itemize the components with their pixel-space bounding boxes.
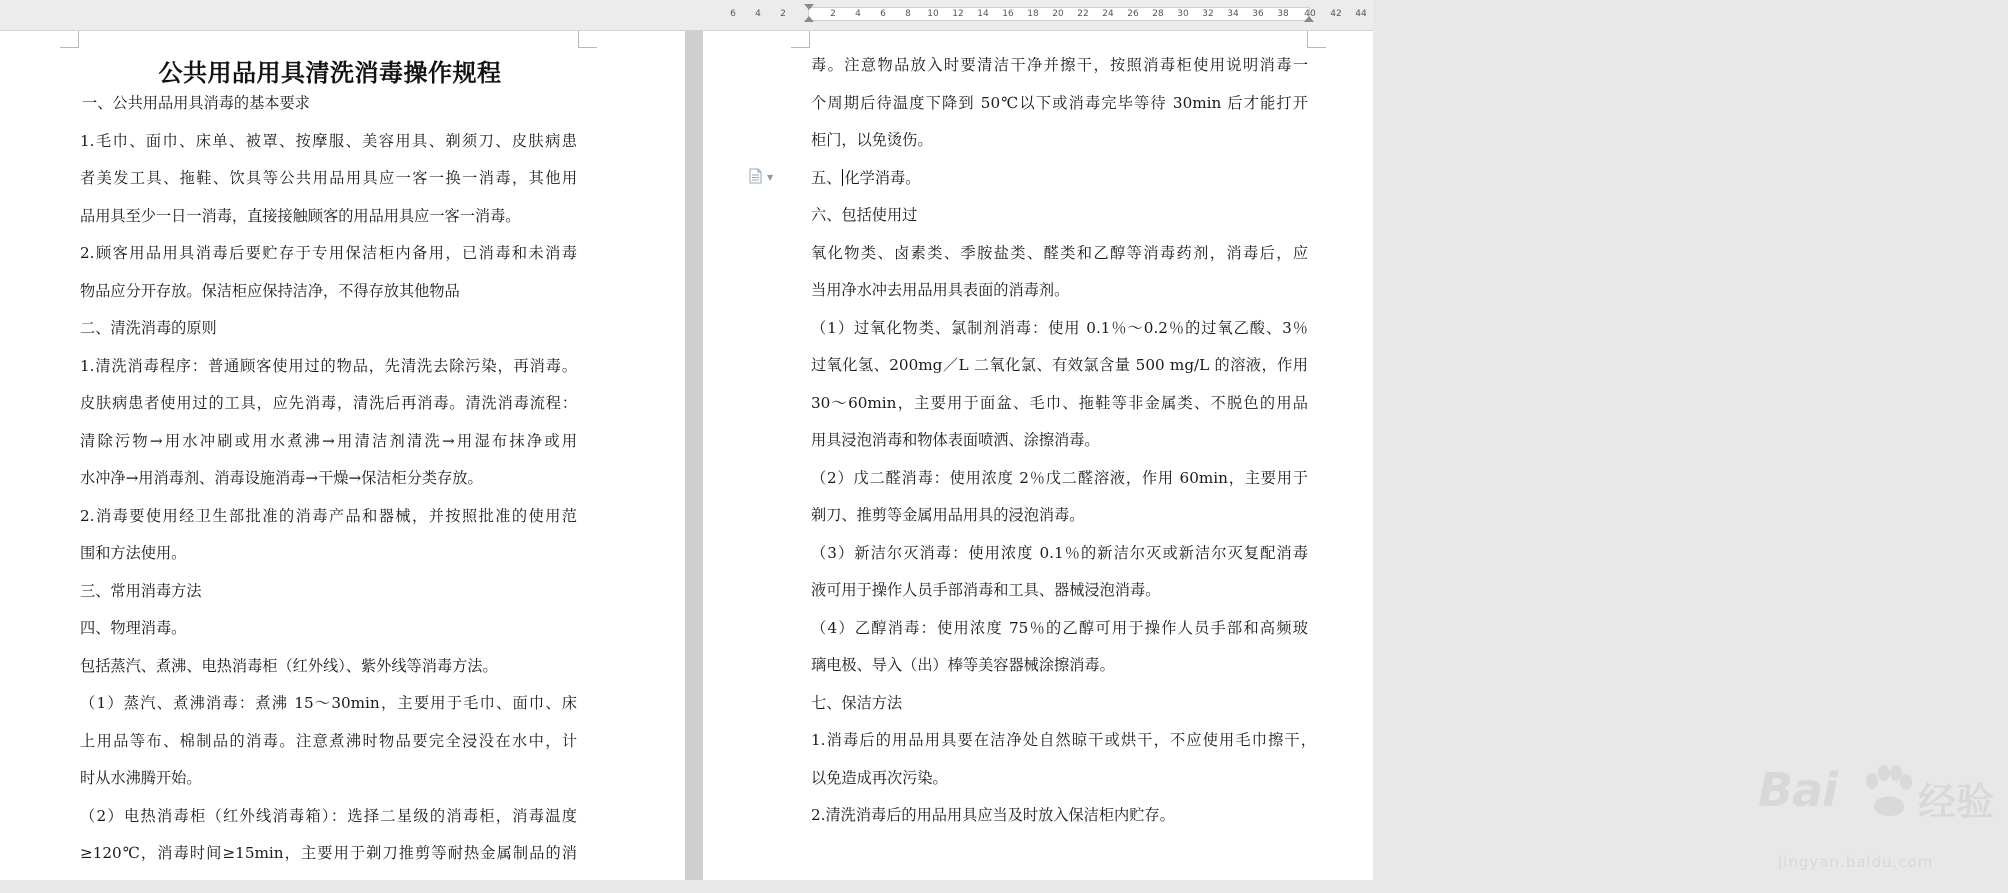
left-indent-marker[interactable]	[804, 16, 814, 22]
watermark-logo-text: Bai	[1758, 763, 1837, 817]
section-heading: 六、包括使用过	[811, 206, 918, 224]
paragraph-line: 品用具至少一日一消毒，直接接触顾客的用品用具应一客一消毒。	[80, 207, 521, 225]
paragraph-line: 璃电极、导入（出）棒等美容器械涂擦消毒。	[811, 656, 1115, 674]
paragraph-line: 2.清洗消毒后的用品用具应当及时放入保洁柜内贮存。	[811, 806, 1175, 824]
ruler-tick-label: 24	[1102, 9, 1114, 19]
ruler-tick-label: 14	[977, 9, 989, 19]
watermark-brand: 经验	[1918, 780, 1995, 824]
section-heading: 五、 化学消毒。	[811, 169, 921, 187]
paragraph-line: 围和方法使用。	[80, 544, 187, 562]
first-line-indent-marker[interactable]	[804, 4, 814, 10]
paragraph-line: 2.顾客用品用具消毒后要贮存于专用保洁柜内备用，已消毒和未消毒	[80, 244, 577, 262]
paragraph-line: 者美发工具、拖鞋、饮具等公共用品用具应一客一换一消毒，其他用	[80, 169, 577, 187]
paragraph-line: 水冲净→用消毒剂、消毒设施消毒→干燥→保洁柜分类存放。	[80, 469, 483, 487]
baidu-jingyan-watermark	[1758, 763, 2008, 893]
paragraph-line: 用具浸泡消毒和物体表面喷洒、涂擦消毒。	[811, 431, 1100, 449]
ruler-tick-label: 34	[1227, 9, 1239, 19]
ruler-tick-label: 16	[1002, 9, 1014, 19]
paragraph-line: （3）新洁尔灭消毒：使用浓度 0.1％的新洁尔灭或新洁尔灭复配消毒	[811, 544, 1308, 562]
ruler-tick-label: 44	[1355, 9, 1367, 19]
paragraph-line: 皮肤病患者使用过的工具，应先消毒，清洗后再消毒。清洗消毒流程：	[80, 394, 577, 412]
paragraph-line: （4）乙醇消毒：使用浓度 75％的乙醇可用于操作人员手部和高频玻	[811, 619, 1308, 637]
chevron-down-icon[interactable]: ▼	[767, 173, 774, 182]
paragraph-line: （1）蒸汽、煮沸消毒：煮沸 15～30min，主要用于毛巾、面巾、床	[80, 694, 577, 712]
paw-icon	[1862, 765, 1914, 821]
paragraph-line: （2）戊二醛消毒：使用浓度 2％戊二醛溶液，作用 60min，主要用于	[811, 469, 1308, 487]
paragraph-line: （1）过氧化物类、氯制剂消毒：使用 0.1％～0.2％的过氧乙酸、3％	[811, 319, 1308, 337]
margin-corner-top-right	[578, 31, 597, 48]
ruler-tick-label: 12	[952, 9, 964, 19]
ruler-tick-label: 36	[1252, 9, 1264, 19]
paragraph-line: 物品应分开存放。保洁柜应保持洁净，不得存放其他物品	[80, 282, 460, 300]
section-heading: 二、清洗消毒的原则	[80, 319, 217, 337]
document-page-left[interactable]	[0, 31, 685, 880]
ruler-tick-label: 30	[1177, 9, 1189, 19]
ruler-tick-label: 42	[1330, 9, 1342, 19]
document-page-right[interactable]	[703, 31, 1995, 880]
paragraph-line: 2.消毒要使用经卫生部批准的消毒产品和器械，并按照批准的使用范	[80, 507, 577, 525]
paragraph-line: 时从水沸腾开始。	[80, 769, 202, 787]
ruler-tick-label: 38	[1277, 9, 1289, 19]
paragraph-line: 清除污物→用水冲刷或用水煮沸→用清洁剂清洗→用湿布抹净或用	[80, 432, 577, 450]
ruler-tick-label: 2	[830, 9, 836, 19]
section-heading: 七、保洁方法	[811, 694, 903, 712]
ruler-tick-label: 28	[1152, 9, 1164, 19]
watermark-url: jingyan.baidu.com	[1778, 853, 1934, 871]
paragraph-line: 上用品等布、棉制品的消毒。注意煮沸时物品要完全浸没在水中，计	[80, 732, 577, 750]
ruler-tick-label: 2	[780, 9, 786, 19]
paragraph-line: 剃刀、推剪等金属用品用具的浸泡消毒。	[811, 506, 1085, 524]
page-gap	[685, 31, 703, 880]
paragraph-line: （2）电热消毒柜（红外线消毒箱）：选择二星级的消毒柜，消毒温度	[80, 807, 577, 825]
paragraph-line: 氧化物类、卤素类、季胺盐类、醛类和乙醇等消毒药剂，消毒后，应	[811, 244, 1308, 262]
paragraph-line: 液可用于操作人员手部消毒和工具、器械浸泡消毒。	[811, 581, 1161, 599]
paragraph-line: 以免造成再次污染。	[811, 769, 948, 787]
section-heading: 四、物理消毒。	[80, 619, 187, 637]
document-title: 公共用品用具清洗消毒操作规程	[158, 58, 502, 87]
paragraph-line: 柜门，以免烫伤。	[811, 131, 933, 149]
paragraph-line: ≥120℃，消毒时间≥15min，主要用于剃刀推剪等耐热金属制品的消	[80, 844, 577, 862]
ruler-tick-label: 10	[927, 9, 939, 19]
paragraph-line: 过氧化氢、200mg／L 二氧化氯、有效氯含量 500 mg/L 的溶液，作用	[811, 356, 1308, 374]
ruler-tick-label: 6	[880, 9, 886, 19]
paragraph-line: 个周期后待温度下降到 50℃以下或消毒完毕等待 30min 后才能打开	[811, 94, 1308, 112]
section-heading: 三、常用消毒方法	[80, 582, 202, 600]
ruler-tick-label: 20	[1052, 9, 1064, 19]
ruler-tick-label: 6	[730, 9, 736, 19]
paragraph-line: 1.毛巾、面巾、床单、被罩、按摩服、美容用具、剃须刀、皮肤病患	[80, 132, 577, 150]
ruler-tick-label: 26	[1127, 9, 1139, 19]
paragraph-doc-icon[interactable]	[749, 168, 762, 184]
paragraph-line: 包括蒸汽、煮沸、电热消毒柜（红外线）、紫外线等消毒方法。	[80, 657, 498, 675]
ruler-tick-label: 40	[1304, 9, 1316, 19]
paragraph-line: 30～60min，主要用于面盆、毛巾、拖鞋等非金属类、不脱色的用品	[811, 394, 1308, 412]
margin-corner-top-left	[791, 31, 810, 48]
horizontal-ruler[interactable]	[0, 0, 1373, 31]
right-indent-marker[interactable]	[1304, 16, 1314, 22]
margin-corner-top-right	[1307, 31, 1326, 48]
ruler-tick-label: 4	[855, 9, 861, 19]
paragraph-line: 1.清洗消毒程序：普通顾客使用过的物品，先清洗去除污染，再消毒。	[80, 357, 577, 375]
paragraph-line: 当用净水冲去用品用具表面的消毒剂。	[811, 281, 1070, 299]
section-heading: 一、公共用品用具消毒的基本要求	[82, 94, 310, 112]
ruler-tick-label: 8	[905, 9, 911, 19]
paragraph-line: 毒。注意物品放入时要清洁干净并擦干，按照消毒柜使用说明消毒一	[811, 56, 1308, 74]
paragraph-line: 1.消毒后的用品用具要在洁净处自然晾干或烘干，不应使用毛巾擦干，	[811, 731, 1316, 749]
ruler-tick-label: 4	[755, 9, 761, 19]
margin-corner-top-left	[60, 31, 79, 48]
ruler-tick-label: 22	[1077, 9, 1089, 19]
ruler-tick-label: 32	[1202, 9, 1214, 19]
ruler-tick-label: 18	[1027, 9, 1039, 19]
